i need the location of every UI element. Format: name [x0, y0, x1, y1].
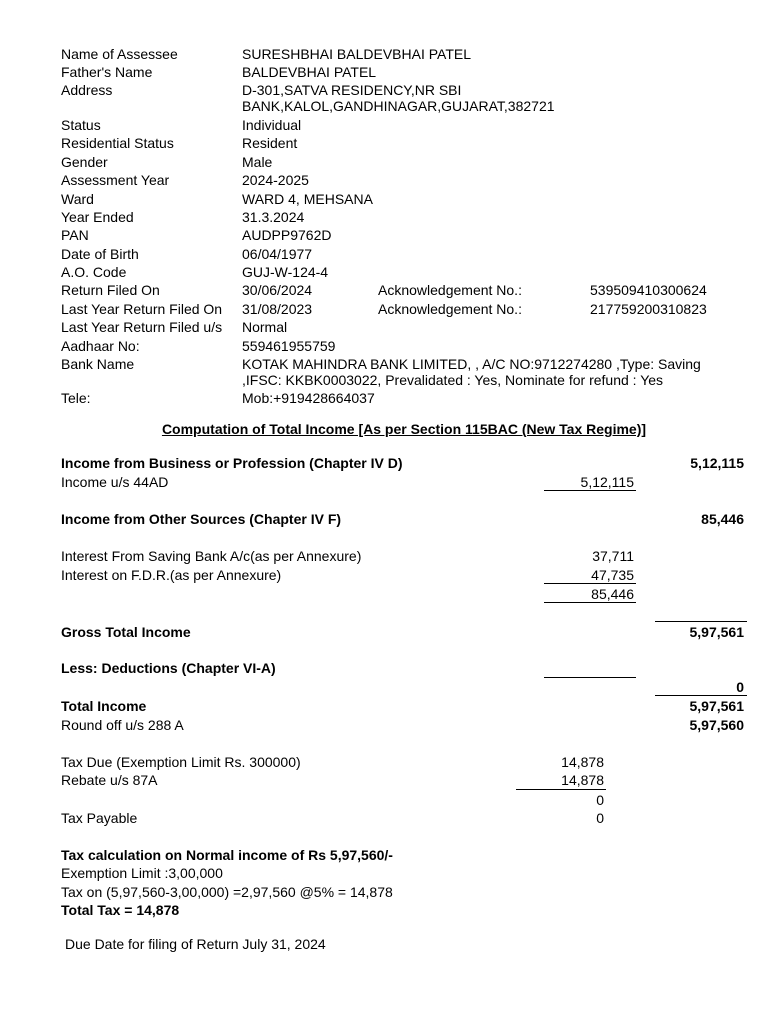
tax-payable-label: Tax Payable [61, 810, 138, 826]
fdr-interest-value: 47,735 [591, 567, 634, 583]
round-off-label: Round off u/s 288 A [61, 717, 184, 733]
father-label: Father's Name [61, 64, 153, 80]
total-tax: Total Tax = 14,878 [61, 902, 180, 918]
ack-number: 539509410300624 [590, 282, 707, 298]
business-income-heading: Income from Business or Profession (Chapter IV D) [61, 455, 403, 471]
residential-value: Resident [242, 135, 298, 151]
year-ended-label: Year Ended [61, 209, 134, 225]
income-44ad-label: Income u/s 44AD [61, 474, 169, 490]
gender-label: Gender [61, 154, 108, 170]
status-label: Status [61, 117, 101, 133]
tele-label: Tele: [61, 390, 91, 406]
ward-value: WARD 4, MEHSANA [242, 191, 373, 207]
total-income-value: 5,97,561 [689, 698, 744, 714]
divider [655, 695, 747, 696]
address-line1: D-301,SATVA RESIDENCY,NR SBI [242, 82, 462, 98]
last-us-value: Normal [242, 319, 288, 335]
name-value: SURESHBHAI BALDEVBHAI PATEL [242, 46, 471, 62]
year-ended-value: 31.3.2024 [242, 209, 305, 225]
ack-label: Acknowledgement No.: [378, 282, 522, 298]
round-off-value: 5,97,560 [689, 717, 744, 733]
ao-code-label: A.O. Code [61, 264, 127, 280]
gender-value: Male [242, 154, 273, 170]
other-sources-sum: 85,446 [591, 586, 634, 602]
divider [544, 490, 636, 491]
ward-label: Ward [61, 191, 94, 207]
address-line2: BANK,KALOL,GANDHINAGAR,GUJARAT,382721 [242, 98, 555, 114]
divider [516, 789, 606, 790]
last-return-value: 31/08/2023 [242, 301, 313, 317]
last-return-label: Last Year Return Filed On [61, 301, 223, 317]
tax-due-label: Tax Due (Exemption Limit Rs. 300000) [61, 754, 301, 770]
name-label: Name of Assessee [61, 46, 178, 62]
bank-label: Bank Name [61, 356, 135, 372]
pan-label: PAN [61, 227, 89, 243]
bank-line1: KOTAK MAHINDRA BANK LIMITED, , A/C NO:9712274280 ,Type: Saving [242, 356, 701, 372]
total-income-label: Total Income [61, 698, 147, 714]
other-sources-total: 85,446 [701, 511, 744, 527]
father-value: BALDEVBHAI PATEL [242, 64, 377, 80]
ay-label: Assessment Year [61, 172, 170, 188]
ay-value: 2024-2025 [242, 172, 309, 188]
bank-line2: ,IFSC: KKBK0003022, Prevalidated : Yes, Nominate for refund : Yes [242, 372, 664, 388]
deductions-label: Less: Deductions (Chapter VI-A) [61, 660, 276, 676]
tax-due-value: 14,878 [561, 754, 604, 770]
divider [655, 621, 747, 622]
dob-value: 06/04/1977 [242, 246, 313, 262]
saving-interest-value: 37,711 [592, 548, 634, 564]
divider [544, 677, 636, 678]
ao-code-value: GUJ-W-124-4 [242, 264, 329, 280]
tax-payable-value: 0 [596, 810, 604, 826]
last-ack-number: 217759200310823 [590, 301, 707, 317]
divider [544, 602, 636, 603]
fdr-interest-label: Interest on F.D.R.(as per Annexure) [61, 567, 282, 583]
rebate-value: 14,878 [561, 772, 604, 788]
tax-calc-heading: Tax calculation on Normal income of Rs 5,97,560/- [61, 847, 393, 863]
pan-value: AUDPP9762D [242, 227, 332, 243]
income-44ad-value: 5,12,115 [580, 474, 634, 490]
saving-interest-label: Interest From Saving Bank A/c(as per Annexure) [61, 548, 362, 564]
last-ack-label: Acknowledgement No.: [378, 301, 522, 317]
due-date-note: Due Date for filing of Return July 31, 2024 [65, 936, 326, 952]
exemption-limit: Exemption Limit :3,00,000 [61, 865, 223, 881]
gross-total-label: Gross Total Income [61, 624, 191, 640]
computation-title: Computation of Total Income [As per Section 115BAC (New Tax Regime)] [161, 421, 647, 437]
aadhaar-value: 559461955759 [242, 338, 336, 354]
last-us-label: Last Year Return Filed u/s [61, 319, 223, 335]
return-filed-label: Return Filed On [61, 282, 160, 298]
residential-label: Residential Status [61, 135, 174, 151]
status-value: Individual [242, 117, 302, 133]
aadhaar-label: Aadhaar No: [61, 338, 140, 354]
gross-total-value: 5,97,561 [689, 624, 744, 640]
tele-value: Mob:+919428664037 [242, 390, 375, 406]
return-filed-value: 30/06/2024 [242, 282, 313, 298]
net-after-rebate: 0 [596, 792, 604, 808]
address-label: Address [61, 82, 113, 98]
other-sources-heading: Income from Other Sources (Chapter IV F) [61, 511, 342, 527]
tax-on-calc: Tax on (5,97,560-3,00,000) =2,97,560 @5% = 14,878 [61, 884, 393, 900]
rebate-label: Rebate u/s 87A [61, 772, 158, 788]
deductions-value: 0 [736, 679, 744, 695]
business-income-total: 5,12,115 [690, 455, 744, 471]
dob-label: Date of Birth [61, 246, 139, 262]
divider [544, 583, 636, 584]
